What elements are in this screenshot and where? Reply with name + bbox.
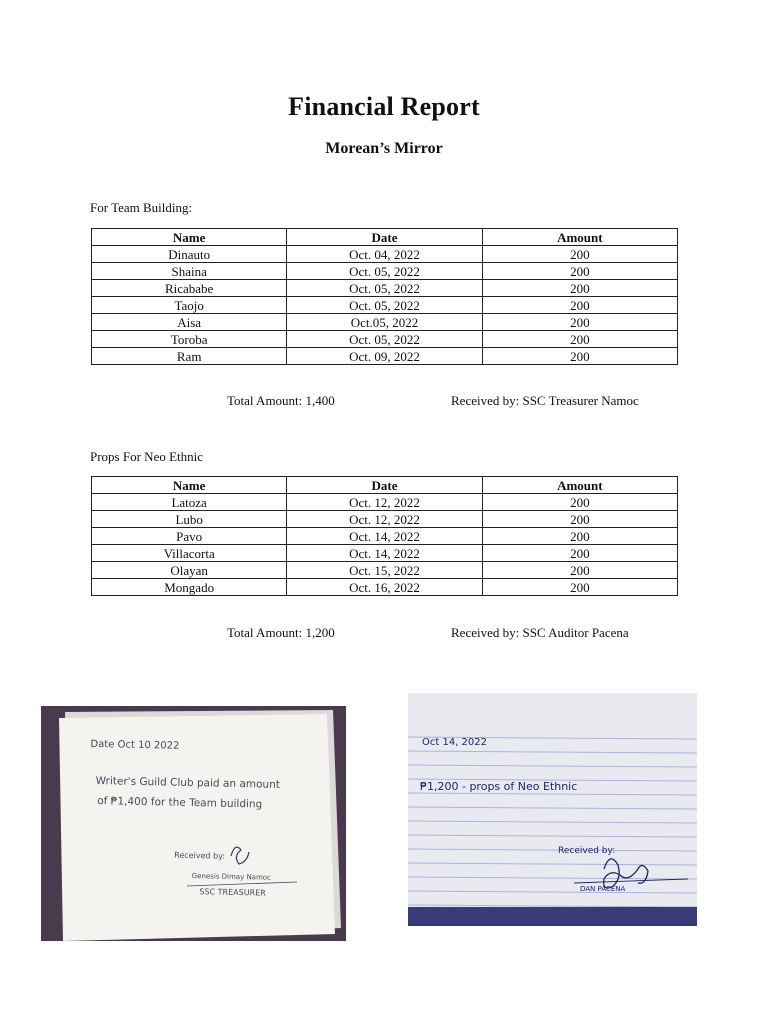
- cell-date: Oct. 16, 2022: [287, 579, 482, 596]
- cell-amount: 200: [482, 348, 677, 365]
- table-row: [92, 348, 678, 365]
- report-title: Financial Report: [288, 92, 480, 121]
- total-amount-neo-ethnic: Total Amount: 1,200: [227, 625, 335, 640]
- cell-date: Oct. 05, 2022: [287, 263, 482, 280]
- cell-name: Ricababe: [92, 280, 287, 297]
- cell-date: Oct. 12, 2022: [287, 494, 482, 511]
- cell-amount: 200: [482, 246, 677, 263]
- cell-amount: 200: [482, 545, 677, 562]
- cell-amount: 200: [482, 314, 677, 331]
- cell-name: Dinauto: [92, 246, 287, 263]
- cell-date: Oct. 05, 2022: [287, 297, 482, 314]
- received-by-team-building: Received by: SSC Treasurer Namoc: [451, 393, 639, 408]
- cell-amount: 200: [482, 297, 677, 314]
- receipt1-line-2: of ₱1,400 for the Team building: [97, 795, 263, 811]
- receipt2-line-1: ₱1,200 - props of Neo Ethnic: [420, 780, 578, 793]
- table-row: [92, 562, 678, 579]
- cell-name: Taojo: [92, 297, 287, 314]
- cell-name: Shaina: [92, 263, 287, 280]
- table-row: [92, 579, 678, 596]
- table-row: [92, 545, 678, 562]
- cell-date: Oct. 05, 2022: [287, 331, 482, 348]
- table-row: [92, 331, 678, 348]
- cell-date: Oct. 05, 2022: [287, 280, 482, 297]
- receipt1-received-label: Received by:: [174, 850, 226, 861]
- table-row: [92, 314, 678, 331]
- report-subtitle: Morean’s Mirror: [325, 140, 443, 157]
- receipt1-line-date: Date Oct 10 2022: [90, 738, 180, 752]
- neo-ethnic-table: [91, 476, 678, 596]
- cell-amount: 200: [482, 331, 677, 348]
- column-header-amount: Amount: [482, 477, 677, 494]
- receipt2-signer-name: DAN PACENA: [580, 885, 626, 893]
- table-row: [92, 297, 678, 314]
- cell-amount: 200: [482, 494, 677, 511]
- cell-date: Oct. 12, 2022: [287, 511, 482, 528]
- table-row: [92, 246, 678, 263]
- table-row: [92, 511, 678, 528]
- column-header-name: Name: [92, 229, 287, 246]
- cell-amount: 200: [482, 528, 677, 545]
- cell-amount: 200: [482, 579, 677, 596]
- receipt1-signer-title: SSC TREASURER: [199, 887, 266, 898]
- cell-name: Villacorta: [92, 545, 287, 562]
- cell-amount: 200: [482, 562, 677, 579]
- receipt2-line-date: Oct 14, 2022: [422, 737, 487, 748]
- cell-name: Pavo: [92, 528, 287, 545]
- total-amount-team-building: Total Amount: 1,400: [227, 393, 335, 408]
- cell-name: Mongado: [92, 579, 287, 596]
- section-label-neo-ethnic: Props For Neo Ethnic: [90, 449, 204, 464]
- cell-date: Oct. 14, 2022: [287, 545, 482, 562]
- cell-date: Oct. 14, 2022: [287, 528, 482, 545]
- cell-name: Aisa: [92, 314, 287, 331]
- receipt-photo-team-building: [41, 706, 346, 941]
- cell-name: Latoza: [92, 494, 287, 511]
- table-header-row: [92, 477, 678, 494]
- receipt2-received-label: Received by:: [558, 846, 616, 856]
- cell-name: Ram: [92, 348, 287, 365]
- column-header-date: Date: [287, 229, 482, 246]
- receipt1-signer-name: Genesis Dimay Namoc: [191, 872, 272, 882]
- cell-name: Toroba: [92, 331, 287, 348]
- cell-date: Oct. 15, 2022: [287, 562, 482, 579]
- table-header-row: [92, 229, 678, 246]
- cell-name: Olayan: [92, 562, 287, 579]
- column-header-date: Date: [287, 477, 482, 494]
- cell-date: Oct. 09, 2022: [287, 348, 482, 365]
- table-row: [92, 528, 678, 545]
- table-row: [92, 494, 678, 511]
- cell-date: Oct.05, 2022: [287, 314, 482, 331]
- cell-amount: 200: [482, 280, 677, 297]
- section-label-team-building: For Team Building:: [90, 200, 193, 215]
- column-header-name: Name: [92, 477, 287, 494]
- column-header-amount: Amount: [482, 229, 677, 246]
- cell-date: Oct. 04, 2022: [287, 246, 482, 263]
- receipt-photo-neo-ethnic: [408, 693, 697, 926]
- receipt1-line-1: Writer's Guild Club paid an amount: [95, 774, 281, 791]
- table-row: [92, 263, 678, 280]
- received-by-neo-ethnic: Received by: SSC Auditor Pacena: [451, 625, 629, 640]
- team-building-table: [91, 228, 678, 365]
- cell-name: Lubo: [92, 511, 287, 528]
- cell-amount: 200: [482, 511, 677, 528]
- table-row: [92, 280, 678, 297]
- cell-amount: 200: [482, 263, 677, 280]
